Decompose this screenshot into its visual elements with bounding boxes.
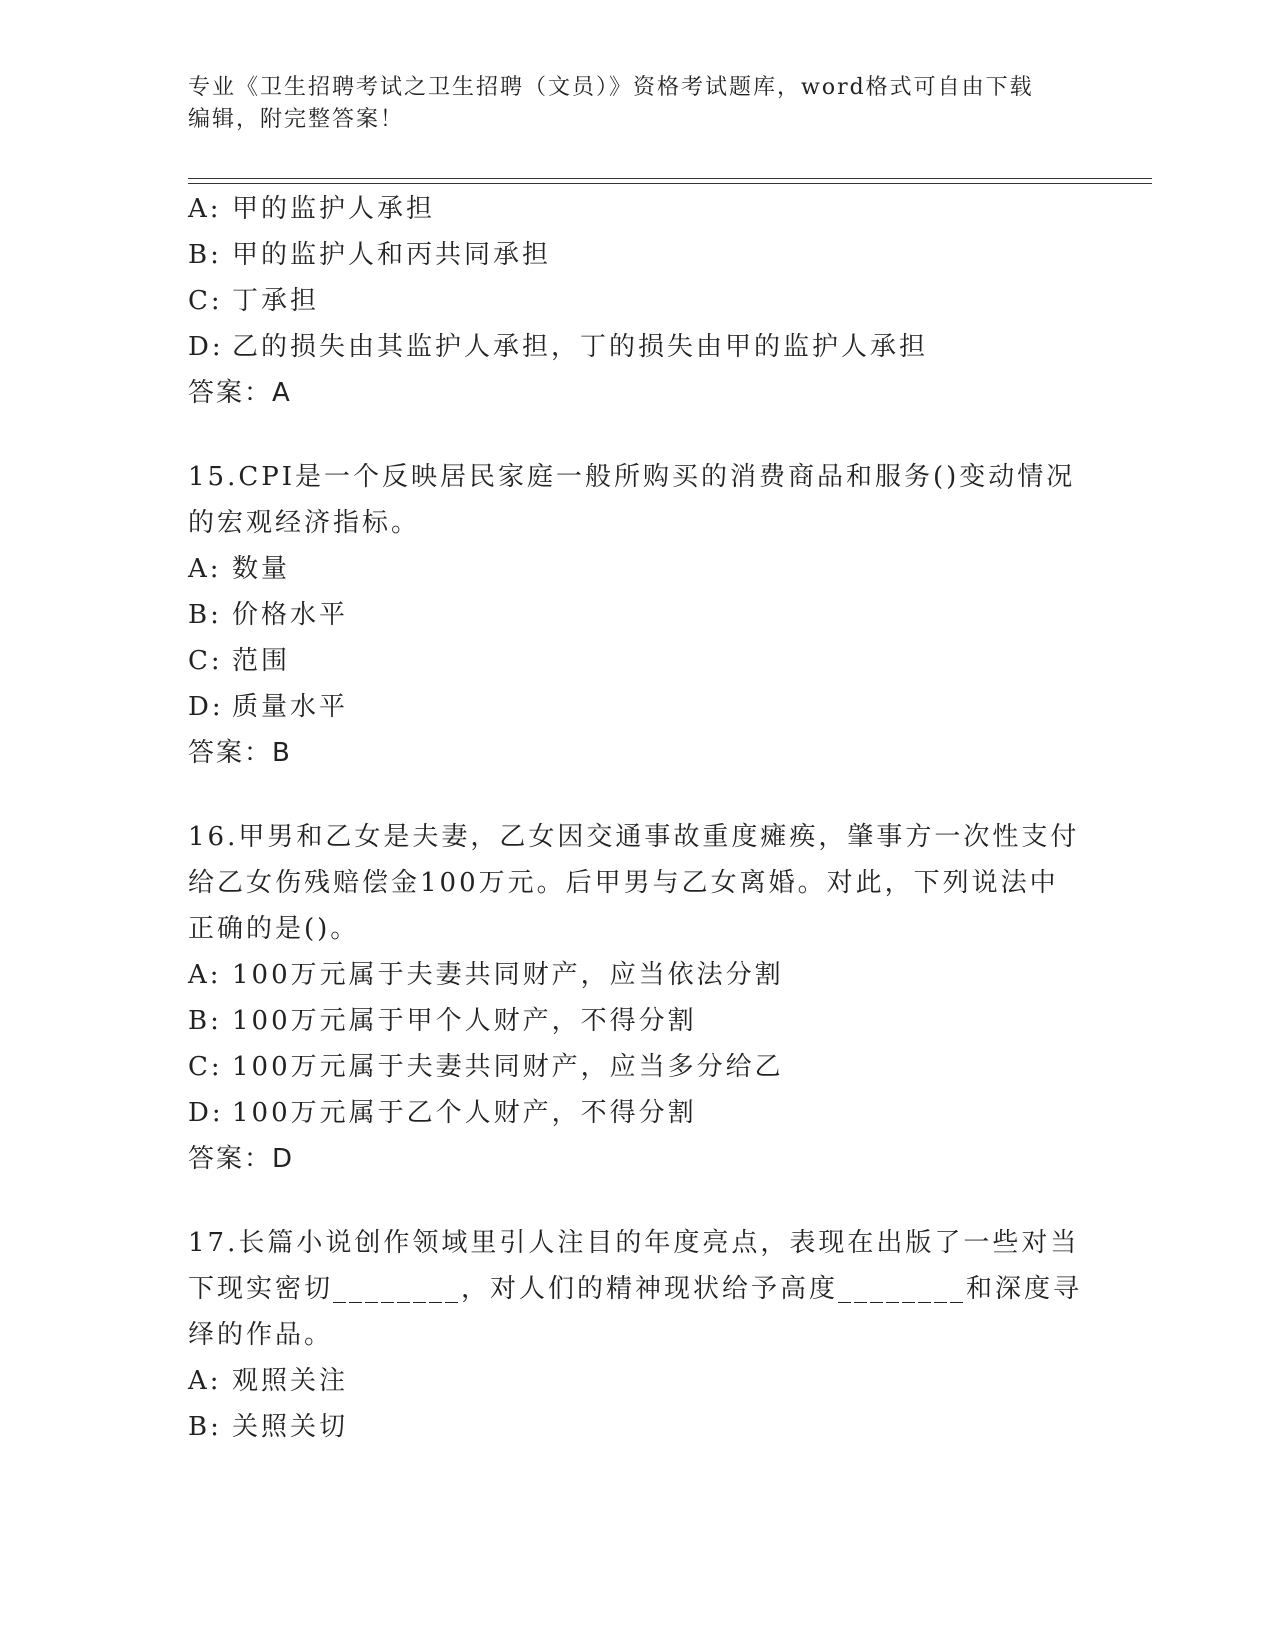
option-key: D: [188,1098,224,1128]
option-key: B: [188,1006,222,1036]
option-key: C: [188,646,223,676]
option-text: 100万元属于乙个人财产，不得分割 [232,1098,697,1128]
option-text: 乙的损失由其监护人承担，丁的损失由甲的监护人承担 [232,332,929,362]
question-16 [188,814,1088,1182]
header-line-1: 专业《卫生招聘考试之卫生招聘（文员）》资格考试题库，word格式可自由下载 [188,75,1034,100]
question-stem [188,454,1088,546]
question-14-continuation [188,186,1088,416]
header-divider-bottom [188,183,1152,184]
option-key: D: [188,692,224,722]
option-d [188,324,1088,370]
answer-line: 答案：D [188,1144,295,1174]
option-d [188,1090,1088,1136]
option-b [188,232,1088,278]
option-key: A: [188,554,222,584]
option-text: 关照关切 [232,1412,349,1442]
question-17 [188,1220,1088,1450]
option-text: 100万元属于夫妻共同财产，应当多分给乙 [232,1052,784,1082]
option-key: C: [188,286,223,316]
option-key: B: [188,600,222,630]
question-stem-line: 给乙女伤残赔偿金100万元。后甲男与乙女离婚。对此，下列说法中 [188,868,1059,898]
question-stem [188,1220,1088,1358]
question-list [188,186,1088,1450]
option-c [188,638,1088,684]
option-key: D: [188,332,224,362]
option-b [188,592,1088,638]
option-c [188,278,1088,324]
question-stem-line: 正确的是()。 [188,914,360,944]
option-key: A: [188,1366,222,1396]
option-text: 价格水平 [232,600,349,630]
option-d [188,684,1088,730]
question-stem [188,814,1088,952]
option-key: A: [188,960,222,990]
option-c [188,1044,1088,1090]
document-header [188,72,1068,136]
header-divider-top [188,178,1152,179]
option-b [188,998,1088,1044]
option-text: 数量 [232,554,291,584]
option-text: 丁承担 [232,286,320,316]
option-a [188,952,1088,998]
question-stem-line: 17.长篇小说创作领域里引人注目的年度亮点，表现在出版了一些对当 [188,1228,1080,1258]
option-key: C: [188,1052,223,1082]
header-line-2: 编辑，附完整答案！ [188,107,405,132]
question-stem-line: 绎的作品。 [188,1320,334,1350]
option-a [188,1358,1088,1404]
option-text: 质量水平 [232,692,349,722]
option-text: 100万元属于甲个人财产，不得分割 [232,1006,697,1036]
option-text: 范围 [232,646,291,676]
question-stem-line: 下现实密切________，对人们的精神现状给予高度________和深度寻 [188,1274,1083,1304]
question-stem-line: 的宏观经济指标。 [188,508,421,538]
option-a [188,186,1088,232]
answer-line: 答案：B [188,738,292,768]
option-a [188,546,1088,592]
option-key: B: [188,240,222,270]
option-text: 观照关注 [232,1366,349,1396]
option-key: B: [188,1412,222,1442]
question-stem-line: 15.CPI是一个反映居民家庭一般所购买的消费商品和服务()变动情况 [188,462,1076,492]
option-b [188,1404,1088,1450]
question-15 [188,454,1088,776]
option-text: 100万元属于夫妻共同财产，应当依法分割 [232,960,784,990]
option-key: A: [188,194,222,224]
question-stem-line: 16.甲男和乙女是夫妻，乙女因交通事故重度瘫痪，肇事方一次性支付 [188,822,1080,852]
option-text: 甲的监护人和丙共同承担 [232,240,552,270]
answer-line: 答案：A [188,378,292,408]
option-text: 甲的监护人承担 [232,194,436,224]
